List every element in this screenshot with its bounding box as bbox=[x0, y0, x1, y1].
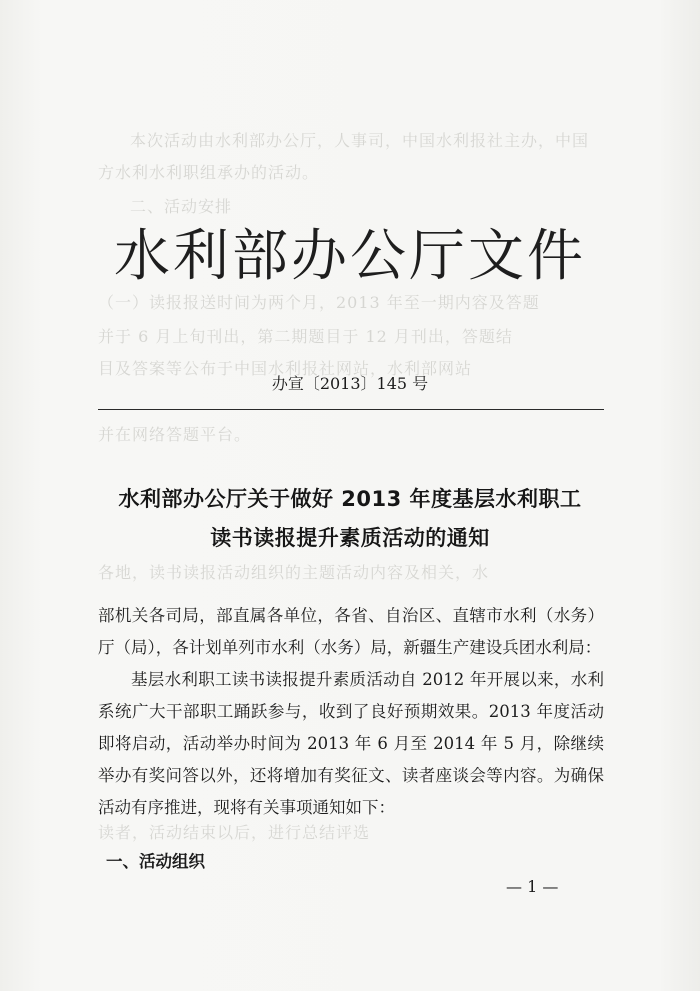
show-through-text: 目及答案等公布于中国水利报社网站，水利部网站 bbox=[98, 359, 473, 378]
show-through-text: 并于 6 月上旬刊出，第二期题目于 12 月刊出，答题结 bbox=[98, 327, 513, 346]
show-through-text: 二、活动安排 bbox=[130, 197, 233, 216]
document-number: 办宣〔2013〕145 号 bbox=[271, 374, 429, 393]
show-through-text: 读者，活动结束以后，进行总结评选 bbox=[98, 823, 371, 842]
show-through-text: 并在网络答题平台。 bbox=[98, 425, 252, 444]
body-paragraph: 基层水利职工读书读报提升素质活动自 2012 年开展以来，水利系统广大干部职工踊跃参与，收到了良好预期效果。2013 年度活动即将启动，活动举办时间为 2013 年 6 月至 2014 年 5 月，除继续举办有奖问答以外，还将增加有奖征文、读者座谈会等内容。为确保活动有序推进，现将有关事项通知如下： bbox=[98, 670, 604, 817]
show-through-text: 本次活动由水利部办公厅，人事司，中国水利报社主办，中国 bbox=[130, 131, 590, 150]
header-divider bbox=[98, 409, 604, 410]
notice-title-line-2: 读书读报提升素质活动的通知 bbox=[210, 526, 490, 550]
show-through-text: （一）读报报送时间为两个月，2013 年至一期内容及答题 bbox=[98, 293, 540, 312]
page-number: — 1 — bbox=[506, 877, 559, 896]
document-header-title: 水利部办公厅文件 bbox=[114, 224, 586, 289]
show-through-text: 方水利水利职组承办的活动。 bbox=[98, 163, 320, 182]
addressee-paragraph: 部机关各司局，部直属各单位，各省、自治区、直辖市水利（水务）厅（局），各计划单列市水利（水务）局，新疆生产建设兵团水利局： bbox=[98, 606, 604, 657]
show-through-text: 各地，读书读报活动组织的主题活动内容及相关，水 bbox=[98, 563, 490, 582]
section-heading: 一、活动组织 bbox=[106, 852, 205, 871]
notice-title-line-1: 水利部办公厅关于做好 2013 年度基层水利职工 bbox=[118, 487, 582, 511]
